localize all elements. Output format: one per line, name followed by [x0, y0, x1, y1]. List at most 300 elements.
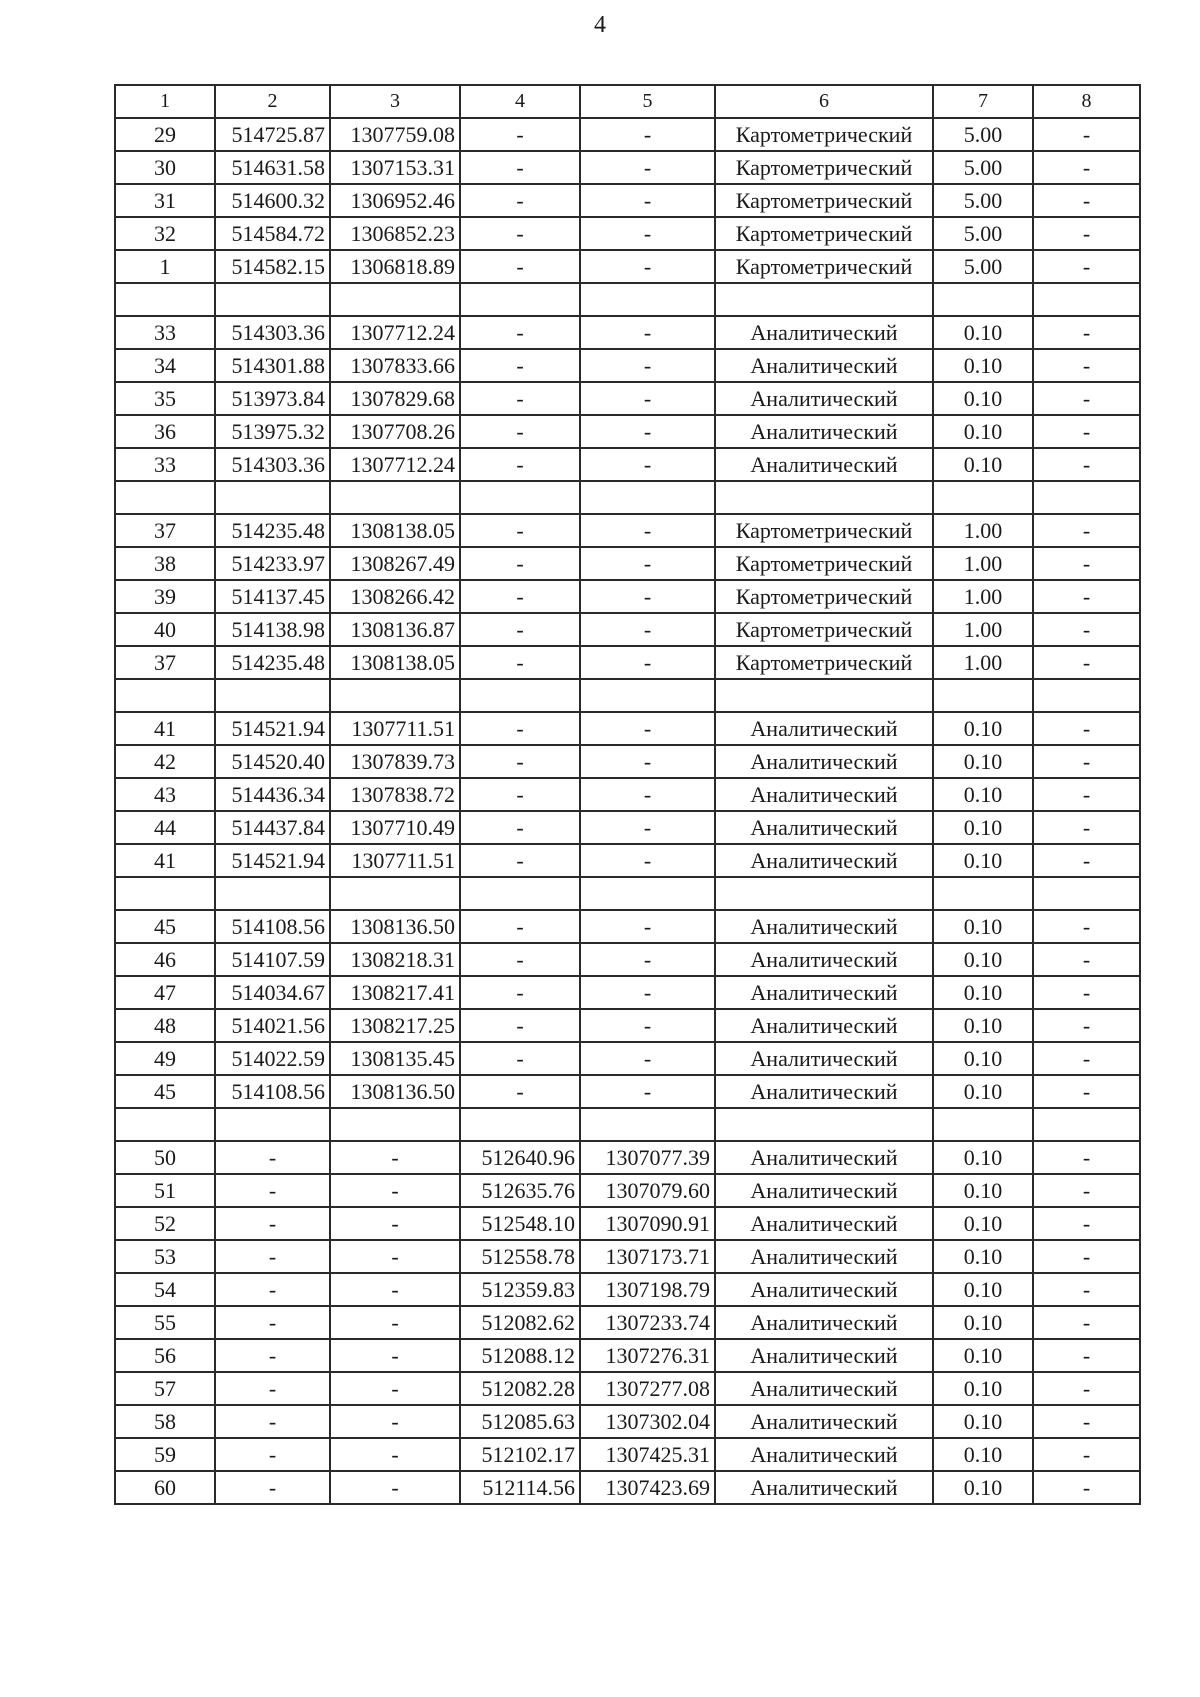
table-cell: -	[460, 514, 580, 547]
table-cell: 37	[115, 646, 215, 679]
table-cell: Аналитический	[715, 382, 933, 415]
table-cell: 514233.97	[215, 547, 330, 580]
table-cell: Аналитический	[715, 976, 933, 1009]
table-cell: -	[215, 1207, 330, 1240]
table-cell: Картометрический	[715, 118, 933, 151]
table-row	[115, 844, 1140, 877]
table-cell: 1307423.69	[580, 1471, 715, 1504]
table-cell: Картометрический	[715, 613, 933, 646]
table-cell: 1306852.23	[330, 217, 460, 250]
table-row	[115, 910, 1140, 943]
table-cell: 512102.17	[460, 1438, 580, 1471]
table-cell: -	[330, 1438, 460, 1471]
table-row	[115, 1339, 1140, 1372]
table-cell: 1307277.08	[580, 1372, 715, 1405]
empty-cell	[580, 1108, 715, 1141]
table-cell: 1307233.74	[580, 1306, 715, 1339]
table-cell: 513975.32	[215, 415, 330, 448]
table-cell: 512114.56	[460, 1471, 580, 1504]
table-row	[115, 580, 1140, 613]
table-cell: 57	[115, 1372, 215, 1405]
table-cell: Аналитический	[715, 448, 933, 481]
table-cell: -	[1033, 1207, 1140, 1240]
table-cell: -	[1033, 118, 1140, 151]
table-cell: -	[460, 613, 580, 646]
table-cell: -	[460, 118, 580, 151]
table-cell: Аналитический	[715, 811, 933, 844]
table-cell: -	[460, 547, 580, 580]
table-cell: Аналитический	[715, 1240, 933, 1273]
table-cell: -	[460, 415, 580, 448]
table-cell: -	[215, 1306, 330, 1339]
table-cell: 56	[115, 1339, 215, 1372]
table-cell: 5.00	[933, 118, 1033, 151]
table-row	[115, 514, 1140, 547]
table-cell: 1308135.45	[330, 1042, 460, 1075]
table-cell: Аналитический	[715, 1075, 933, 1108]
table-cell: Картометрический	[715, 646, 933, 679]
table-cell: 0.10	[933, 316, 1033, 349]
table-cell: -	[215, 1339, 330, 1372]
group-separator-row	[115, 679, 1140, 712]
table-cell: 514108.56	[215, 910, 330, 943]
table-cell: Аналитический	[715, 1438, 933, 1471]
table-cell: 512640.96	[460, 1141, 580, 1174]
table-cell: -	[215, 1240, 330, 1273]
table-cell: -	[1033, 1141, 1140, 1174]
table-row	[115, 613, 1140, 646]
empty-cell	[580, 481, 715, 514]
table-cell: Аналитический	[715, 415, 933, 448]
table-cell: -	[215, 1471, 330, 1504]
empty-cell	[715, 679, 933, 712]
table-row	[115, 1372, 1140, 1405]
table-cell: -	[580, 613, 715, 646]
table-cell: 45	[115, 1075, 215, 1108]
table-cell: 1307712.24	[330, 448, 460, 481]
table-cell: Картометрический	[715, 580, 933, 613]
table-cell: -	[460, 1075, 580, 1108]
table-cell: Аналитический	[715, 1405, 933, 1438]
empty-cell	[933, 877, 1033, 910]
table-cell: 48	[115, 1009, 215, 1042]
table-cell: -	[580, 943, 715, 976]
table-cell: 512635.76	[460, 1174, 580, 1207]
table-cell: Аналитический	[715, 910, 933, 943]
table-cell: 1307153.31	[330, 151, 460, 184]
table-cell: 512548.10	[460, 1207, 580, 1240]
table-cell: 514436.34	[215, 778, 330, 811]
table-cell: 47	[115, 976, 215, 1009]
empty-cell	[215, 679, 330, 712]
table-cell: -	[460, 646, 580, 679]
table-cell: -	[330, 1207, 460, 1240]
table-cell: -	[1033, 1471, 1140, 1504]
table-cell: 1307077.39	[580, 1141, 715, 1174]
table-cell: 0.10	[933, 382, 1033, 415]
table-cell: -	[330, 1339, 460, 1372]
table-cell: -	[330, 1471, 460, 1504]
header-cell: 1	[115, 85, 215, 118]
table-cell: 0.10	[933, 448, 1033, 481]
table-cell: 45	[115, 910, 215, 943]
table-cell: -	[1033, 745, 1140, 778]
table-cell: 1307839.73	[330, 745, 460, 778]
table-row	[115, 1075, 1140, 1108]
table-row	[115, 1207, 1140, 1240]
table-row	[115, 1273, 1140, 1306]
table-row	[115, 382, 1140, 415]
table-cell: 38	[115, 547, 215, 580]
table-cell: 5.00	[933, 184, 1033, 217]
table-cell: -	[1033, 316, 1140, 349]
table-cell: 1307712.24	[330, 316, 460, 349]
table-cell: -	[580, 448, 715, 481]
table-cell: -	[460, 811, 580, 844]
table-cell: -	[330, 1306, 460, 1339]
table-cell: Картометрический	[715, 184, 933, 217]
table-cell: 1308136.50	[330, 1075, 460, 1108]
table-row	[115, 1438, 1140, 1471]
table-cell: Аналитический	[715, 1009, 933, 1042]
table-cell: -	[460, 1009, 580, 1042]
table-cell: 1308138.05	[330, 646, 460, 679]
table-cell: 1307710.49	[330, 811, 460, 844]
table-cell: 512082.62	[460, 1306, 580, 1339]
table-cell: -	[330, 1273, 460, 1306]
group-separator-row	[115, 283, 1140, 316]
header-cell: 5	[580, 85, 715, 118]
table-cell: -	[460, 844, 580, 877]
table-row	[115, 1141, 1140, 1174]
table-cell: -	[1033, 1438, 1140, 1471]
table-cell: 0.10	[933, 415, 1033, 448]
table-row	[115, 547, 1140, 580]
table-cell: 5.00	[933, 250, 1033, 283]
table-cell: 35	[115, 382, 215, 415]
table-cell: -	[580, 151, 715, 184]
table-cell: -	[1033, 1240, 1140, 1273]
table-cell: 5.00	[933, 151, 1033, 184]
empty-cell	[933, 481, 1033, 514]
table-cell: 36	[115, 415, 215, 448]
table-row	[115, 1405, 1140, 1438]
table-cell: -	[1033, 1075, 1140, 1108]
table-cell: -	[1033, 547, 1140, 580]
empty-cell	[933, 1108, 1033, 1141]
table-cell: 514437.84	[215, 811, 330, 844]
table-cell: -	[1033, 580, 1140, 613]
table-cell: 1	[115, 250, 215, 283]
table-cell: -	[580, 745, 715, 778]
table-cell: -	[1033, 1372, 1140, 1405]
table-cell: Картометрический	[715, 514, 933, 547]
table-cell: 514022.59	[215, 1042, 330, 1075]
table-cell: -	[1033, 943, 1140, 976]
table-cell: 31	[115, 184, 215, 217]
table-cell: 44	[115, 811, 215, 844]
empty-cell	[933, 679, 1033, 712]
empty-cell	[215, 283, 330, 316]
table-cell: 33	[115, 316, 215, 349]
table-cell: Картометрический	[715, 217, 933, 250]
table-cell: -	[1033, 514, 1140, 547]
table-cell: -	[1033, 1042, 1140, 1075]
table-cell: 54	[115, 1273, 215, 1306]
table-cell: -	[460, 778, 580, 811]
table-cell: 1.00	[933, 613, 1033, 646]
table-cell: 1307173.71	[580, 1240, 715, 1273]
table-cell: 29	[115, 118, 215, 151]
header-row	[115, 85, 1140, 118]
table-cell: 514021.56	[215, 1009, 330, 1042]
table-cell: -	[580, 316, 715, 349]
table-cell: 512088.12	[460, 1339, 580, 1372]
empty-cell	[215, 481, 330, 514]
table-row	[115, 778, 1140, 811]
table-cell: 0.10	[933, 1174, 1033, 1207]
table-cell: Аналитический	[715, 844, 933, 877]
table-cell: 30	[115, 151, 215, 184]
table-cell: -	[330, 1240, 460, 1273]
table-cell: 34	[115, 349, 215, 382]
table-cell: -	[580, 184, 715, 217]
table-cell: -	[1033, 151, 1140, 184]
table-cell: -	[580, 514, 715, 547]
table-cell: 40	[115, 613, 215, 646]
table-cell: 1307708.26	[330, 415, 460, 448]
table-cell: 514582.15	[215, 250, 330, 283]
table-cell: 1307090.91	[580, 1207, 715, 1240]
table-cell: -	[460, 217, 580, 250]
table-cell: 0.10	[933, 1306, 1033, 1339]
table-cell: 1307711.51	[330, 712, 460, 745]
table-cell: 514725.87	[215, 118, 330, 151]
table-cell: 514303.36	[215, 316, 330, 349]
table-cell: -	[580, 217, 715, 250]
table-row	[115, 151, 1140, 184]
table-cell: -	[1033, 1174, 1140, 1207]
table-cell: 514301.88	[215, 349, 330, 382]
table-cell: 1.00	[933, 547, 1033, 580]
table-cell: 49	[115, 1042, 215, 1075]
header-cell: 6	[715, 85, 933, 118]
table-cell: 39	[115, 580, 215, 613]
table-cell: -	[580, 1042, 715, 1075]
table-cell: 0.10	[933, 712, 1033, 745]
table-cell: 512082.28	[460, 1372, 580, 1405]
table-cell: 0.10	[933, 1042, 1033, 1075]
group-separator-row	[115, 1108, 1140, 1141]
table-cell: 46	[115, 943, 215, 976]
table-cell: 0.10	[933, 1438, 1033, 1471]
group-separator-row	[115, 481, 1140, 514]
table-cell: 514631.58	[215, 151, 330, 184]
table-cell: -	[580, 118, 715, 151]
table-cell: 1308218.31	[330, 943, 460, 976]
empty-cell	[115, 877, 215, 910]
table-cell: 0.10	[933, 976, 1033, 1009]
empty-cell	[715, 1108, 933, 1141]
table-cell: 514137.45	[215, 580, 330, 613]
empty-cell	[580, 283, 715, 316]
table-cell: 1307198.79	[580, 1273, 715, 1306]
table-cell: 58	[115, 1405, 215, 1438]
table-cell: Аналитический	[715, 1141, 933, 1174]
table-cell: 514107.59	[215, 943, 330, 976]
table-cell: -	[1033, 1405, 1140, 1438]
table-row	[115, 349, 1140, 382]
table-cell: 0.10	[933, 1339, 1033, 1372]
empty-cell	[933, 283, 1033, 316]
table-cell: -	[460, 745, 580, 778]
empty-cell	[330, 481, 460, 514]
table-cell: Аналитический	[715, 1042, 933, 1075]
table-row	[115, 316, 1140, 349]
table-cell: 0.10	[933, 910, 1033, 943]
coordinates-table	[114, 84, 1141, 1505]
table-cell: Аналитический	[715, 745, 933, 778]
empty-cell	[1033, 679, 1140, 712]
empty-cell	[1033, 283, 1140, 316]
table-cell: 1307276.31	[580, 1339, 715, 1372]
table-cell: 0.10	[933, 745, 1033, 778]
header-cell: 4	[460, 85, 580, 118]
table-cell: -	[1033, 646, 1140, 679]
table-row	[115, 1042, 1140, 1075]
table-row	[115, 184, 1140, 217]
table-cell: Аналитический	[715, 1471, 933, 1504]
table-cell: -	[580, 415, 715, 448]
header-cell: 8	[1033, 85, 1140, 118]
table-cell: 514138.98	[215, 613, 330, 646]
table-cell: -	[580, 910, 715, 943]
table-row	[115, 415, 1140, 448]
table-cell: Аналитический	[715, 1339, 933, 1372]
table-cell: -	[330, 1174, 460, 1207]
empty-cell	[115, 481, 215, 514]
table-cell: 514584.72	[215, 217, 330, 250]
table-cell: -	[215, 1405, 330, 1438]
table-cell: -	[580, 1009, 715, 1042]
table-cell: 0.10	[933, 943, 1033, 976]
table-cell: 1308138.05	[330, 514, 460, 547]
table-cell: -	[1033, 712, 1140, 745]
table-cell: -	[330, 1405, 460, 1438]
table-cell: 55	[115, 1306, 215, 1339]
table-cell: -	[1033, 1306, 1140, 1339]
table-cell: -	[580, 547, 715, 580]
table-cell: 514235.48	[215, 514, 330, 547]
table-cell: -	[1033, 217, 1140, 250]
table-cell: 1307838.72	[330, 778, 460, 811]
table-cell: -	[1033, 811, 1140, 844]
table-cell: 5.00	[933, 217, 1033, 250]
table-cell: 514521.94	[215, 844, 330, 877]
table-cell: -	[460, 184, 580, 217]
table-row	[115, 1009, 1140, 1042]
table-cell: 1307425.31	[580, 1438, 715, 1471]
table-cell: -	[330, 1141, 460, 1174]
table-cell: 1306952.46	[330, 184, 460, 217]
table-cell: -	[1033, 910, 1140, 943]
table-row	[115, 448, 1140, 481]
table-cell: -	[1033, 250, 1140, 283]
table-cell: 514303.36	[215, 448, 330, 481]
table-cell: 32	[115, 217, 215, 250]
table-row	[115, 646, 1140, 679]
table-cell: 0.10	[933, 1141, 1033, 1174]
table-cell: -	[580, 976, 715, 1009]
table-row	[115, 811, 1140, 844]
table-cell: Аналитический	[715, 349, 933, 382]
empty-cell	[460, 1108, 580, 1141]
table-cell: 37	[115, 514, 215, 547]
table-cell: -	[215, 1372, 330, 1405]
table-cell: -	[580, 382, 715, 415]
empty-cell	[1033, 877, 1140, 910]
empty-cell	[715, 877, 933, 910]
table-cell: -	[215, 1438, 330, 1471]
table-row	[115, 1174, 1140, 1207]
table-cell: 1307079.60	[580, 1174, 715, 1207]
table-cell: 0.10	[933, 1009, 1033, 1042]
table-cell: 1306818.89	[330, 250, 460, 283]
table-cell: Аналитический	[715, 1174, 933, 1207]
empty-cell	[460, 283, 580, 316]
table-cell: -	[1033, 844, 1140, 877]
table-cell: 514235.48	[215, 646, 330, 679]
empty-cell	[715, 283, 933, 316]
empty-cell	[115, 1108, 215, 1141]
table-cell: Картометрический	[715, 250, 933, 283]
table-cell: -	[215, 1141, 330, 1174]
table-cell: 0.10	[933, 349, 1033, 382]
table-row	[115, 943, 1140, 976]
table-cell: 51	[115, 1174, 215, 1207]
header-cell: 3	[330, 85, 460, 118]
table-cell: -	[1033, 613, 1140, 646]
empty-cell	[330, 1108, 460, 1141]
table-cell: -	[330, 1372, 460, 1405]
table-cell: Аналитический	[715, 1306, 933, 1339]
empty-cell	[460, 679, 580, 712]
table-cell: -	[580, 349, 715, 382]
empty-cell	[715, 481, 933, 514]
table-cell: 0.10	[933, 1273, 1033, 1306]
empty-cell	[330, 679, 460, 712]
table-cell: -	[1033, 415, 1140, 448]
table-cell: Аналитический	[715, 1273, 933, 1306]
table-cell: -	[1033, 349, 1140, 382]
table-cell: -	[580, 811, 715, 844]
table-row	[115, 1471, 1140, 1504]
table-cell: 43	[115, 778, 215, 811]
table-cell: 59	[115, 1438, 215, 1471]
table-cell: -	[460, 910, 580, 943]
table-row	[115, 1306, 1140, 1339]
table-cell: Аналитический	[715, 943, 933, 976]
table-cell: 0.10	[933, 844, 1033, 877]
table-cell: 1307833.66	[330, 349, 460, 382]
table-cell: -	[580, 1075, 715, 1108]
table-cell: 41	[115, 844, 215, 877]
table-cell: 52	[115, 1207, 215, 1240]
table-cell: Аналитический	[715, 316, 933, 349]
table-cell: Аналитический	[715, 712, 933, 745]
table-cell: 1308136.50	[330, 910, 460, 943]
table-cell: -	[580, 646, 715, 679]
